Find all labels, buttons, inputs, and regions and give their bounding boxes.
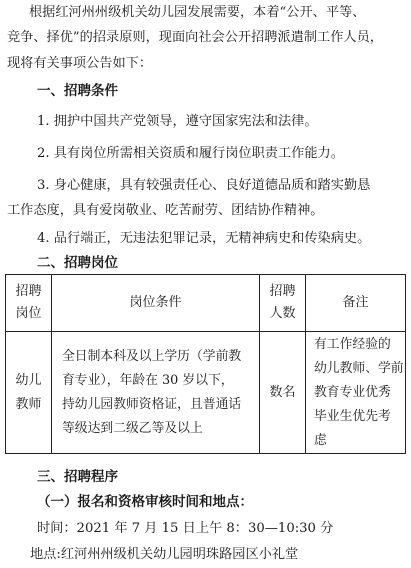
section-2-heading: 二、招聘岗位	[37, 255, 118, 271]
header-requirements: 岗位条件	[52, 275, 260, 332]
header-count: 招聘 人数	[260, 275, 306, 332]
section-1-heading: 一、招聘条件	[37, 83, 118, 99]
cell-count: 数名	[260, 332, 306, 454]
condition-3-line-2: 工作态度，具有爱岗敬业、吃苦耐劳、团结协作精神。	[7, 203, 324, 218]
positions-table	[5, 274, 406, 454]
cell-post: 幼儿 教师	[6, 332, 52, 454]
section-3-heading: 三、招聘程序	[37, 469, 118, 485]
intro-line-3: 现将有关事项公告如下：	[7, 56, 153, 71]
cell-requirements: 全日制本科及以上学历（学前教 育专业），年龄在 30 岁以下， 持幼儿园教师资格证，且普通话 等级达到二级乙等及以上	[52, 332, 260, 454]
table-row	[6, 332, 406, 454]
cell-remarks: 有工作经验的 幼儿教师、学前 教育专业优秀 毕业生优先考 虑	[306, 332, 406, 454]
condition-1: 1. 拥护中国共产党领导，遵守国家宪法和法律。	[37, 114, 318, 129]
condition-2: 2. 具有岗位所需相关资质和履行岗位职责工作能力。	[37, 146, 344, 161]
intro-line-2: 竞争、择优”的招录原则，现面向社会公开招聘派遣制工作人员，	[7, 30, 383, 45]
table-header-row	[6, 275, 406, 332]
registration-location: 地点:红河州州级机关幼儿园明珠路园区小礼堂	[30, 547, 299, 562]
header-remarks: 备注	[306, 275, 406, 332]
condition-3-line-1: 3. 身心健康，具有较强责任心、良好道德品质和踏实勤恳	[37, 178, 371, 193]
header-post: 招聘 岗位	[6, 275, 52, 332]
section-3-subheading: （一）报名和资格审核时间和地点：	[37, 494, 253, 510]
registration-time: 时间：2021 年 7 月 15 日上午 8：30—10:30 分	[37, 521, 334, 536]
condition-4: 4. 品行端正，无违法犯罪记录，无精神病史和传染病史。	[37, 231, 371, 246]
intro-line-1: 根据红河州州级机关幼儿园发展需要，本着“公开、平等、	[29, 5, 366, 20]
